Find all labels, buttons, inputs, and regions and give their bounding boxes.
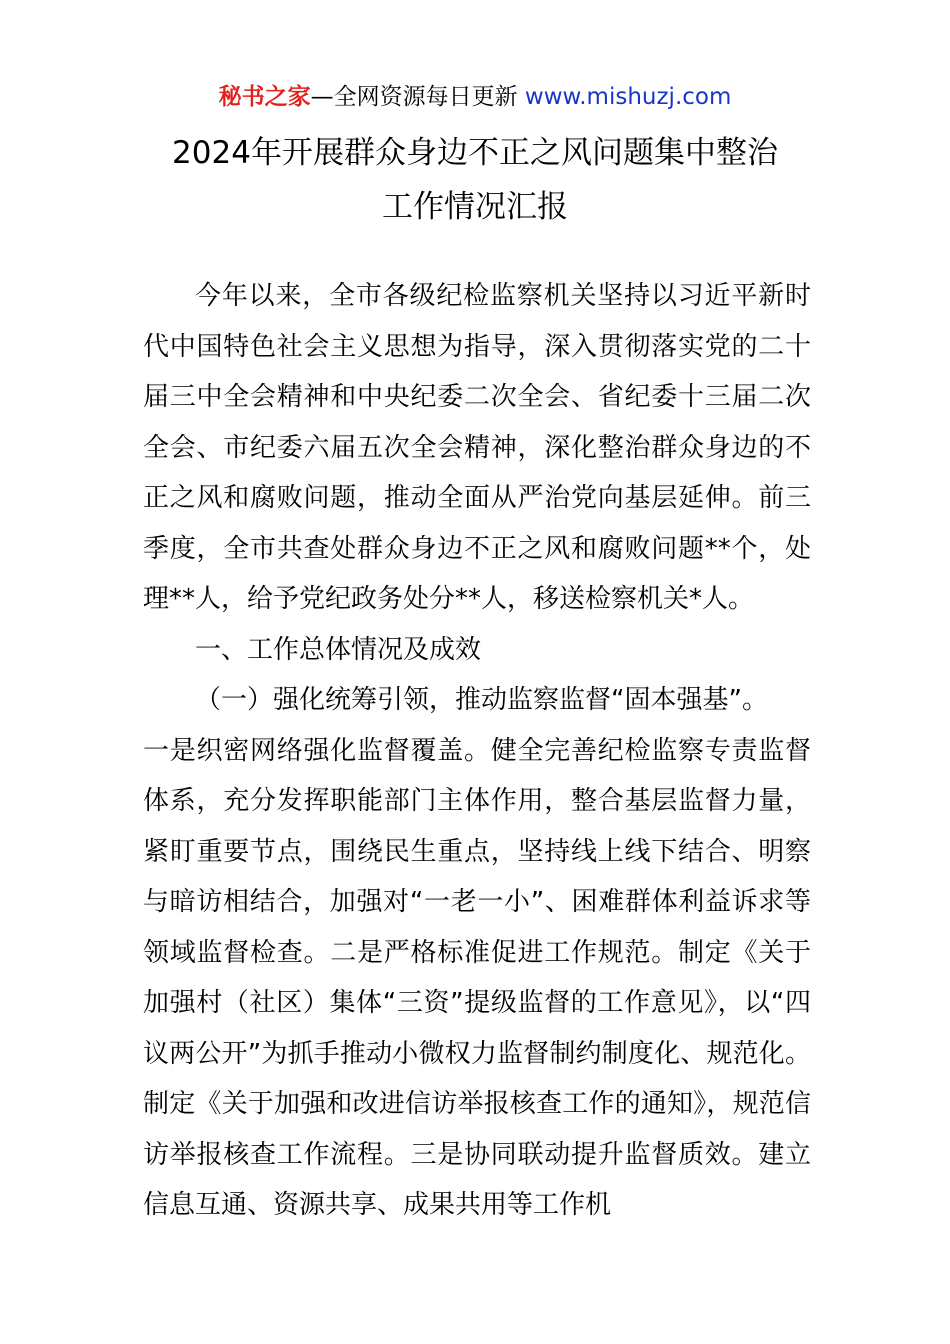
document-title — [0, 126, 950, 234]
site-header — [0, 80, 950, 114]
title-line-2: 工作情况汇报 — [382, 189, 568, 225]
intro-paragraph: 今年以来，全市各级纪检监察机关坚持以习近平新时代中国特色社会主义思想为指导，深入贯彻落实党的二十届三中全会精神和中央纪委二次全会、省纪委十三届二次全会、市纪委六届五次全会精神，深化整治群众身边的不正之风和腐败问题，推动全面从严治党向基层延伸。前三季度，全市共查处群众身边不正之风和腐败问题**个，处理**人，给予党纪政务处分**人，移送检察机关*人。 — [143, 281, 811, 614]
title-line-1: 2024年开展群众身边不正之风问题集中整治 — [172, 135, 778, 171]
subsection-heading-1: （一）强化统筹引领，推动监察监督“固本强基”。 — [195, 685, 768, 715]
document-body — [143, 271, 811, 1231]
section-heading-1: 一、工作总体情况及成效 — [195, 634, 482, 665]
brand-name: 秘书之家 — [218, 84, 311, 110]
header-tagline: —全网资源每日更新 — [310, 84, 518, 110]
site-url-link[interactable]: www.mishuzj.com — [524, 84, 732, 110]
body-paragraph: 一是织密网络强化监督覆盖。健全完善纪检监察专责监督体系，充分发挥职能部门主体作用，整合基层监督力量，紧盯重要节点，围绕民生重点，坚持线上线下结合、明察与暗访相结合，加强对“一老一小”、困难群体利益诉求等领域监督检查。二是严格标准促进工作规范。制定《关于加强村（社区）集体“三资”提级监督的工作意见》，以“四议两公开”为抓手推动小微权力监督制约制度化、规范化。制定《关于加强和改进信访举报核查工作的通知》，规范信访举报核查工作流程。三是协同联动提升监督质效。建立信息互通、资源共享、成果共用等工作机 — [143, 735, 811, 1220]
